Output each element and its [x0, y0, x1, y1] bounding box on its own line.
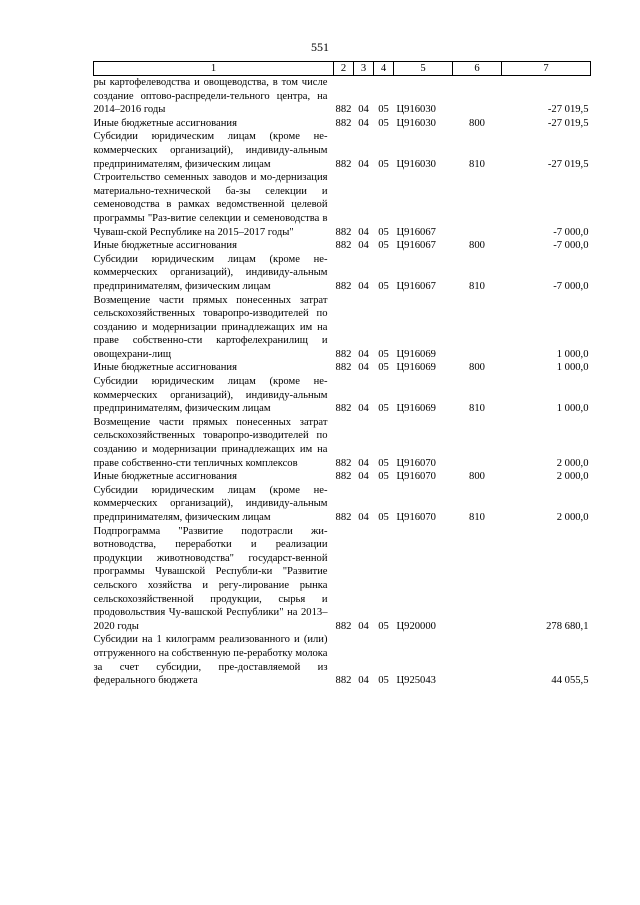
- row-name: Иные бюджетные ассигнования: [93, 471, 237, 483]
- row-pr: 05: [378, 104, 389, 116]
- row-sum: 1 000,0: [556, 362, 589, 374]
- budget-table: [93, 61, 591, 688]
- row-rz: 04: [358, 620, 369, 632]
- row-csr: Ц916067: [396, 280, 436, 292]
- table-row: [94, 76, 591, 117]
- page-number: 551: [311, 40, 329, 54]
- row-csr: Ц916067: [396, 226, 436, 238]
- table-row: [94, 239, 591, 253]
- row-grbs: 882: [335, 280, 352, 292]
- row-grbs: 882: [335, 226, 352, 238]
- row-rz: 04: [358, 240, 369, 252]
- row-sum: 2 000,0: [556, 512, 589, 523]
- row-name: Субсидии юридическим лицам (кроме не-коммерческих организаций), индивиду-альным предпринимателям, физическим лицам: [93, 131, 328, 170]
- header-cell-pr: 4: [374, 62, 394, 76]
- row-vr: [453, 294, 502, 362]
- row-csr: Ц916069: [396, 362, 436, 374]
- row-csr: Ц916069: [396, 403, 436, 415]
- row-sum: -7 000,0: [553, 240, 589, 252]
- row-name: Возмещение части прямых понесенных затрат сельскохозяйственных товаропро-изводителей по созданию и модернизации принадлежащих им на праве собственно-сти картофелехранилищ и овощехрани-лищ: [93, 294, 328, 360]
- row-pr: 05: [378, 348, 389, 360]
- row-grbs: 882: [335, 512, 352, 523]
- row-pr: 05: [378, 226, 389, 238]
- row-sum: -7 000,0: [553, 226, 589, 238]
- row-name: ры картофелеводства и овощеводства, в том числе создание оптово-распредели-тельного центра, на 2014–2016 годы: [93, 77, 328, 116]
- row-vr: 800: [469, 362, 485, 374]
- row-name: Субсидии юридическим лицам (кроме не-коммерческих организаций), индивиду-альным предпринимателям, физическим лицам: [93, 253, 328, 292]
- row-csr: Ц916030: [396, 158, 436, 170]
- table-row: [94, 117, 591, 131]
- table-row: [94, 361, 591, 375]
- header-cell-grbs: 2: [334, 62, 354, 76]
- row-csr: Ц920000: [396, 620, 436, 632]
- row-vr: 800: [469, 117, 485, 129]
- row-name: Иные бюджетные ассигнования: [93, 240, 237, 252]
- row-rz: 04: [358, 471, 369, 483]
- row-rz: 04: [358, 675, 369, 687]
- table-row: [94, 171, 591, 239]
- row-grbs: 882: [335, 104, 352, 116]
- row-name: Строительство семенных заводов и мо-дернизация материально-технической ба-зы селекции и семеноводства в рамках ведомственной целевой программы "Раз-витие селекции и семеноводства в Чуваш-ской Республике на 2015–2017 годы": [93, 172, 328, 238]
- table-row: [94, 633, 591, 687]
- row-vr: 800: [469, 471, 485, 483]
- header-cell-name: 1: [94, 62, 334, 76]
- row-rz: 04: [358, 280, 369, 292]
- row-pr: 05: [378, 280, 389, 292]
- table-row: [94, 470, 591, 484]
- table-row: [94, 253, 591, 294]
- row-sum: -27 019,5: [547, 117, 589, 129]
- row-name: Иные бюджетные ассигнования: [93, 117, 237, 129]
- row-pr: 05: [378, 240, 389, 252]
- header-cell-csr: 5: [394, 62, 453, 76]
- row-vr: 810: [469, 512, 485, 523]
- row-pr: 05: [378, 158, 389, 170]
- row-vr: [453, 76, 502, 117]
- row-csr: Ц925043: [396, 675, 436, 687]
- row-grbs: 882: [335, 240, 352, 252]
- row-sum: 1 000,0: [556, 348, 589, 360]
- row-pr: 05: [378, 471, 389, 483]
- row-grbs: 882: [335, 620, 352, 632]
- row-sum: 44 055,5: [551, 675, 589, 687]
- row-rz: 04: [358, 512, 369, 523]
- row-grbs: 882: [335, 158, 352, 170]
- row-pr: 05: [378, 457, 389, 469]
- row-name: Иные бюджетные ассигнования: [93, 362, 237, 374]
- row-pr: 05: [378, 620, 389, 632]
- row-grbs: 882: [335, 403, 352, 415]
- row-name: Субсидии на 1 килограмм реализованного и (или) отгруженного на собственную пе-реработку молока за счет субсидии, пре-доставляемой из федерального бюджета: [93, 634, 328, 687]
- header-row: [94, 62, 591, 76]
- table-row: [94, 375, 591, 416]
- table-row: [94, 484, 591, 525]
- table-row: [94, 294, 591, 362]
- row-rz: 04: [358, 158, 369, 170]
- row-rz: 04: [358, 457, 369, 469]
- row-rz: 04: [358, 348, 369, 360]
- row-name: Возмещение части прямых понесенных затрат сельскохозяйственных товаропро-изводителей по созданию и модернизации принадлежащих им на праве собственно-сти тепличных комплексов: [93, 416, 328, 469]
- row-pr: 05: [378, 362, 389, 374]
- row-grbs: 882: [335, 117, 352, 129]
- row-vr: 810: [469, 280, 485, 292]
- row-rz: 04: [358, 403, 369, 415]
- row-pr: 05: [378, 512, 389, 523]
- table-row: [94, 130, 591, 171]
- table-row: [94, 525, 591, 634]
- table-row: [94, 416, 591, 470]
- header-cell-sum: 7: [502, 62, 591, 76]
- row-name: Подпрограмма "Развитие подотрасли жи-вотноводства, переработки и реализации продукции животноводства" государст-венной программы Чувашской Республи-ки "Развитие сельского хозяйства и регу-лирование рынка сельскохозяйственной продукции, сырья и продовольствия Чу-вашской Республики" на 2013–2020 годы: [93, 525, 328, 632]
- row-pr: 05: [378, 675, 389, 687]
- header-cell-rz: 3: [354, 62, 374, 76]
- row-name: Субсидии юридическим лицам (кроме не-коммерческих организаций), индивиду-альным предпринимателям, физическим лицам: [93, 376, 328, 415]
- row-vr: 800: [469, 240, 485, 252]
- row-sum: -7 000,0: [553, 280, 589, 292]
- row-sum: 1 000,0: [556, 403, 589, 415]
- row-csr: Ц916030: [396, 117, 436, 129]
- row-sum: -27 019,5: [547, 104, 589, 116]
- row-csr: Ц916070: [396, 457, 436, 469]
- row-grbs: 882: [335, 348, 352, 360]
- row-pr: 05: [378, 403, 389, 415]
- row-vr: 810: [469, 403, 485, 415]
- row-vr: 810: [469, 158, 485, 170]
- row-pr: 05: [378, 117, 389, 129]
- row-grbs: 882: [335, 362, 352, 374]
- row-rz: 04: [358, 104, 369, 116]
- row-sum: 278 680,1: [546, 620, 589, 632]
- row-name: Субсидии юридическим лицам (кроме не-коммерческих организаций), индивиду-альным предпринимателям, физическим лицам: [93, 484, 328, 523]
- row-rz: 04: [358, 362, 369, 374]
- row-rz: 04: [358, 226, 369, 238]
- header-cell-vr: 6: [453, 62, 502, 76]
- row-vr: [453, 416, 502, 470]
- row-csr: Ц916070: [396, 471, 436, 483]
- row-csr: Ц916067: [396, 240, 436, 252]
- row-csr: Ц916070: [396, 512, 436, 523]
- row-sum: -27 019,5: [547, 158, 589, 170]
- row-grbs: 882: [335, 471, 352, 483]
- row-sum: 2 000,0: [556, 471, 589, 483]
- row-grbs: 882: [335, 457, 352, 469]
- row-vr: [453, 633, 502, 687]
- row-rz: 04: [358, 117, 369, 129]
- row-vr: [453, 171, 502, 239]
- row-grbs: 882: [335, 675, 352, 687]
- row-csr: Ц916030: [396, 104, 436, 116]
- row-vr: [453, 525, 502, 634]
- row-csr: Ц916069: [396, 348, 436, 360]
- row-sum: 2 000,0: [556, 457, 589, 469]
